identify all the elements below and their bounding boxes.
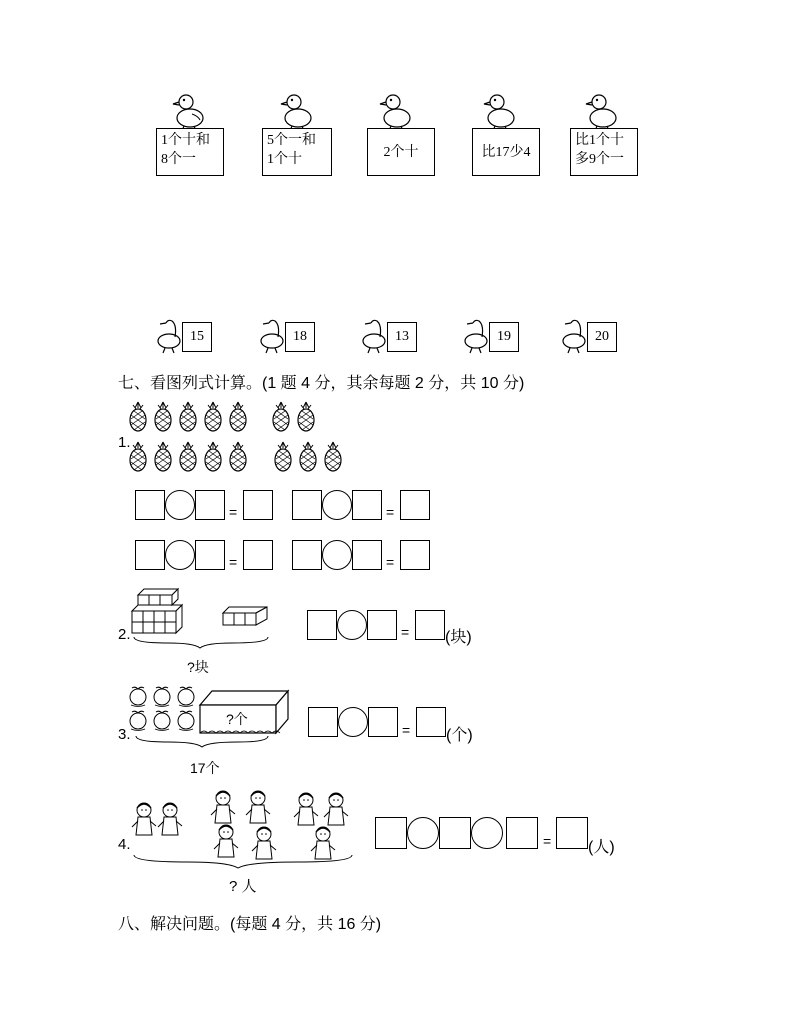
answer-box[interactable] bbox=[556, 817, 588, 849]
operator-circle[interactable] bbox=[407, 817, 439, 849]
pineapple-group bbox=[128, 400, 348, 480]
answer-box[interactable] bbox=[135, 540, 165, 570]
box-question-label: ?个 bbox=[226, 711, 248, 727]
equals-sign: = bbox=[543, 833, 552, 849]
answer-box[interactable] bbox=[352, 540, 382, 570]
duck-card-2[interactable] bbox=[258, 90, 338, 132]
q1-number: 1. bbox=[118, 434, 131, 451]
children-figure bbox=[128, 785, 363, 870]
duck-icon bbox=[481, 90, 521, 132]
match-card-2[interactable] bbox=[262, 128, 332, 176]
operator-circle[interactable] bbox=[322, 490, 352, 520]
goose-icon bbox=[462, 315, 492, 355]
answer-box[interactable] bbox=[506, 817, 538, 849]
card-line: 1个十和 8个一 bbox=[161, 133, 210, 167]
answer-box[interactable] bbox=[308, 707, 338, 737]
card-line: 5个一和 1个十 bbox=[267, 133, 316, 167]
answer-box[interactable] bbox=[352, 490, 382, 520]
q4-number: 4. bbox=[118, 836, 131, 853]
operator-circle[interactable] bbox=[471, 817, 503, 849]
goose-number-5: 20 bbox=[587, 322, 617, 352]
duck-icon bbox=[377, 90, 417, 132]
goose-item-5[interactable] bbox=[560, 315, 590, 360]
card-line: 比1个十 多9个一 bbox=[575, 133, 624, 167]
equals-sign: = bbox=[402, 722, 411, 738]
goose-icon bbox=[155, 315, 185, 355]
answer-box[interactable] bbox=[368, 707, 398, 737]
operator-circle[interactable] bbox=[165, 490, 195, 520]
peach-icon bbox=[130, 687, 194, 730]
goose-item-1[interactable] bbox=[155, 315, 185, 360]
q2-number: 2. bbox=[118, 626, 131, 643]
duck-icon bbox=[278, 90, 318, 132]
section-8-heading: 八、解决问题。(每题 4 分，共 16 分) bbox=[118, 916, 382, 933]
goose-item-3[interactable] bbox=[360, 315, 390, 360]
duck-card-5[interactable] bbox=[563, 90, 643, 132]
child-icon bbox=[132, 803, 182, 835]
answer-box[interactable] bbox=[195, 490, 225, 520]
match-card-1[interactable] bbox=[156, 128, 224, 176]
answer-box[interactable] bbox=[415, 610, 445, 640]
equals-sign: = bbox=[386, 554, 395, 570]
block-row-icon bbox=[223, 607, 267, 625]
duck-icon bbox=[170, 90, 210, 132]
goose-number-3: 13 bbox=[387, 322, 417, 352]
answer-box[interactable] bbox=[400, 490, 430, 520]
answer-box[interactable] bbox=[292, 490, 322, 520]
q3-caption: 17个 bbox=[190, 760, 220, 776]
operator-circle[interactable] bbox=[337, 610, 367, 640]
match-card-3[interactable] bbox=[367, 128, 435, 176]
match-card-4[interactable] bbox=[472, 128, 540, 176]
answer-box[interactable] bbox=[367, 610, 397, 640]
goose-number-1: 15 bbox=[182, 322, 212, 352]
goose-number-2: 18 bbox=[285, 322, 315, 352]
answer-box[interactable] bbox=[243, 490, 273, 520]
operator-circle[interactable] bbox=[165, 540, 195, 570]
answer-box[interactable] bbox=[439, 817, 471, 849]
q2-caption: ?块 bbox=[187, 659, 209, 675]
equals-sign: = bbox=[229, 504, 238, 520]
block-stack-icon bbox=[132, 589, 182, 633]
q3-unit: (个) bbox=[446, 727, 473, 744]
duck-card-3[interactable] bbox=[357, 90, 437, 132]
q4-caption: ? 人 bbox=[229, 878, 257, 895]
goose-item-4[interactable] bbox=[462, 315, 492, 360]
answer-box[interactable] bbox=[416, 707, 446, 737]
operator-circle[interactable] bbox=[322, 540, 352, 570]
q3-number: 3. bbox=[118, 726, 131, 743]
pineapple-icon bbox=[130, 442, 246, 471]
answer-box[interactable] bbox=[292, 540, 322, 570]
goose-icon bbox=[360, 315, 390, 355]
pineapple-icon bbox=[130, 402, 246, 431]
child-icon bbox=[211, 791, 270, 823]
duck-card-4[interactable] bbox=[461, 90, 541, 132]
peaches-figure bbox=[128, 685, 298, 750]
answer-box[interactable] bbox=[243, 540, 273, 570]
equals-sign: = bbox=[401, 624, 410, 640]
goose-number-4: 19 bbox=[489, 322, 519, 352]
duck-icon bbox=[583, 90, 623, 132]
answer-box[interactable] bbox=[135, 490, 165, 520]
q2-unit: (块) bbox=[445, 629, 472, 646]
q4-unit: (人) bbox=[588, 839, 615, 856]
child-icon bbox=[294, 793, 348, 859]
card-line: 2个十 bbox=[383, 144, 419, 160]
section-7-heading: 七、看图列式计算。(1 题 4 分，其余每题 2 分，共 10 分) bbox=[118, 375, 525, 392]
answer-box[interactable] bbox=[375, 817, 407, 849]
goose-item-2[interactable] bbox=[258, 315, 288, 360]
answer-box[interactable] bbox=[195, 540, 225, 570]
blocks-figure bbox=[128, 585, 278, 650]
equals-sign: = bbox=[386, 504, 395, 520]
child-icon bbox=[214, 825, 276, 859]
brace bbox=[134, 637, 268, 648]
goose-icon bbox=[560, 315, 590, 355]
match-card-5[interactable] bbox=[570, 128, 638, 176]
equals-sign: = bbox=[229, 554, 238, 570]
duck-card-1[interactable] bbox=[150, 90, 230, 132]
brace bbox=[136, 736, 268, 747]
answer-box[interactable] bbox=[307, 610, 337, 640]
goose-icon bbox=[258, 315, 288, 355]
pineapple-icon bbox=[273, 402, 314, 431]
answer-box[interactable] bbox=[400, 540, 430, 570]
pineapple-icon bbox=[275, 442, 341, 471]
card-line: 比17少4 bbox=[481, 144, 531, 160]
operator-circle[interactable] bbox=[338, 707, 368, 737]
